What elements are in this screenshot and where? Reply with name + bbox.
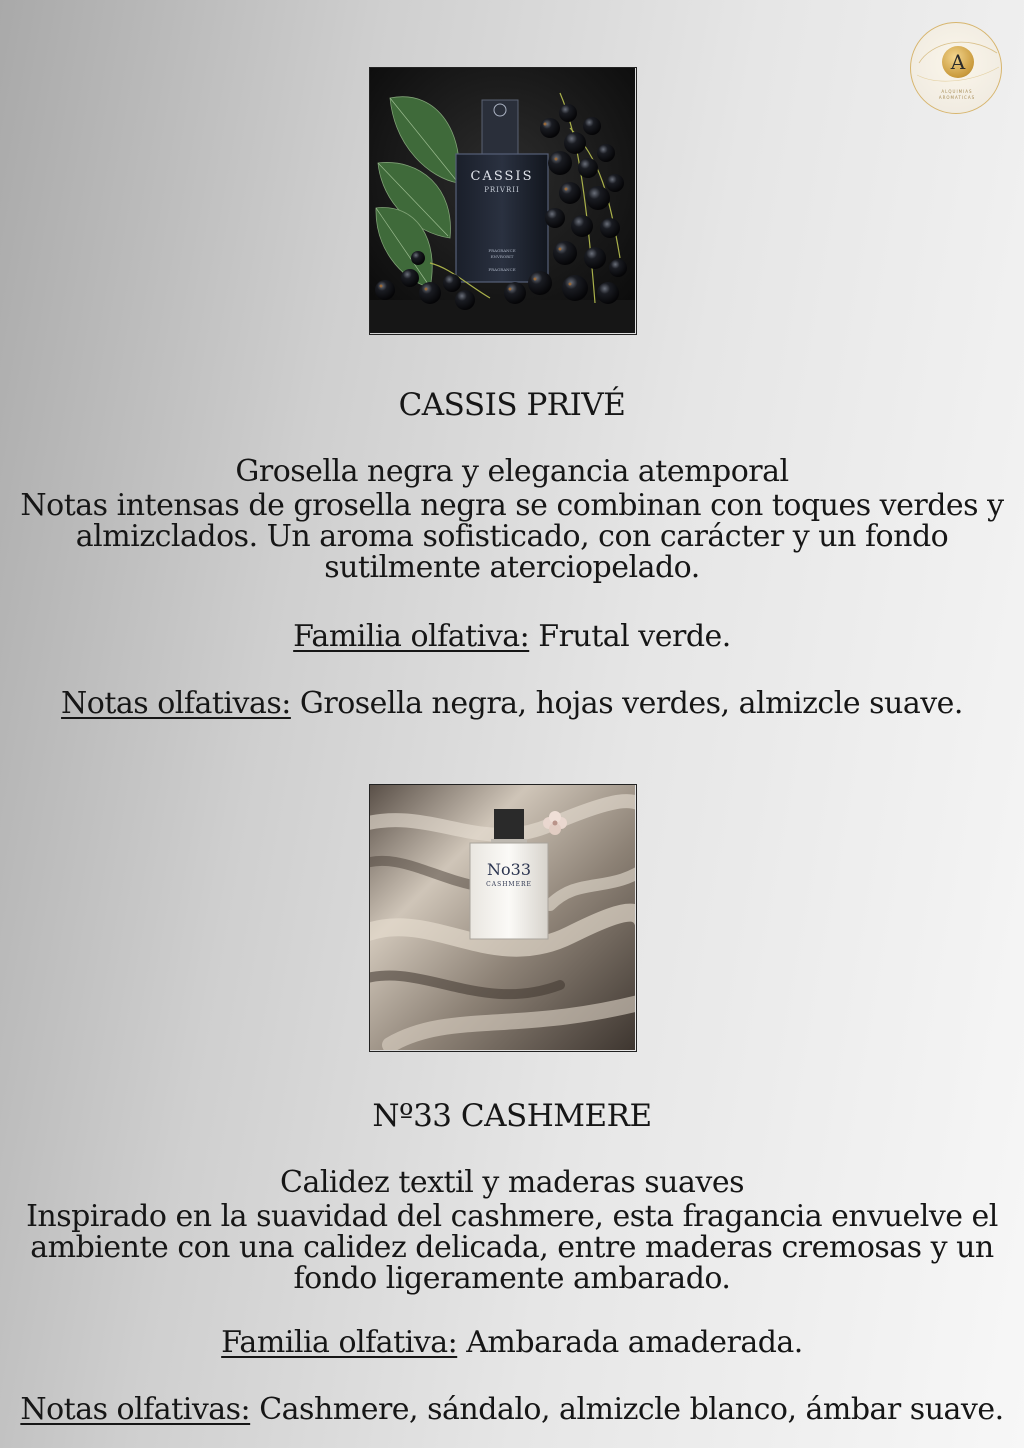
product-description: Inspirado en la suavidad del cashmere, esta fragancia envuelve el ambiente con una calidez delicada, entre maderas cremosas y un fondo ligeramente ambarado.	[26, 1199, 998, 1296]
olfactory-family-label: Familia olfativa:	[221, 1325, 458, 1360]
logo-letter: A	[942, 46, 974, 78]
olfactory-notes-value: Grosella negra, hojas verdes, almizcle suave.	[290, 686, 963, 721]
olfactory-notes	[0, 687, 1024, 721]
olfactory-notes-label: Notas olfativas:	[61, 686, 291, 721]
brand-logo	[910, 22, 1002, 114]
olfactory-family	[0, 620, 1024, 654]
olfactory-family-label: Familia olfativa:	[293, 619, 530, 654]
bottle-label-line-2: CASHMERE	[486, 881, 532, 888]
olfactory-notes	[0, 1393, 1024, 1427]
olfactory-notes-label: Notas olfativas:	[20, 1392, 251, 1427]
product-title: Nº33 CASHMERE	[372, 1098, 652, 1134]
product-title: CASSIS PRIVÉ	[398, 387, 626, 423]
product-photo-no33-cashmere	[369, 784, 637, 1052]
product-photo-cassis-prive	[369, 67, 637, 335]
product-description: Notas intensas de grosella negra se combinan con toques verdes y almizclados. Un aroma sofisticado, con carácter y un fondo sutilmente aterciopelado.	[20, 488, 1004, 585]
bottle-label-line-5: FRAGRANCE	[488, 267, 516, 272]
product-subtitle: Calidez textil y maderas suaves	[280, 1165, 744, 1200]
bottle-label-line-1: CASSIS	[470, 169, 534, 184]
logo-text-line-2: AROMATICAS	[938, 95, 976, 100]
olfactory-family-value: Ambarada amaderada.	[457, 1325, 803, 1360]
bottle-label-line-2: PRIVRII	[484, 186, 520, 194]
product-subtitle: Grosella negra y elegancia atemporal	[235, 454, 789, 489]
olfactory-notes-value: Cashmere, sándalo, almizcle blanco, ámbar suave.	[250, 1392, 1004, 1427]
bottle-label-line-3: FRAGRANCE	[488, 248, 516, 253]
olfactory-family-value: Frutal verde.	[529, 619, 731, 654]
logo-text-line-1: ALQUIMIAS	[941, 89, 973, 94]
olfactory-family	[0, 1326, 1024, 1360]
bottle-label-line-1: No33	[487, 860, 531, 879]
bottle-label-line-4: ENVRORIT	[490, 254, 514, 259]
